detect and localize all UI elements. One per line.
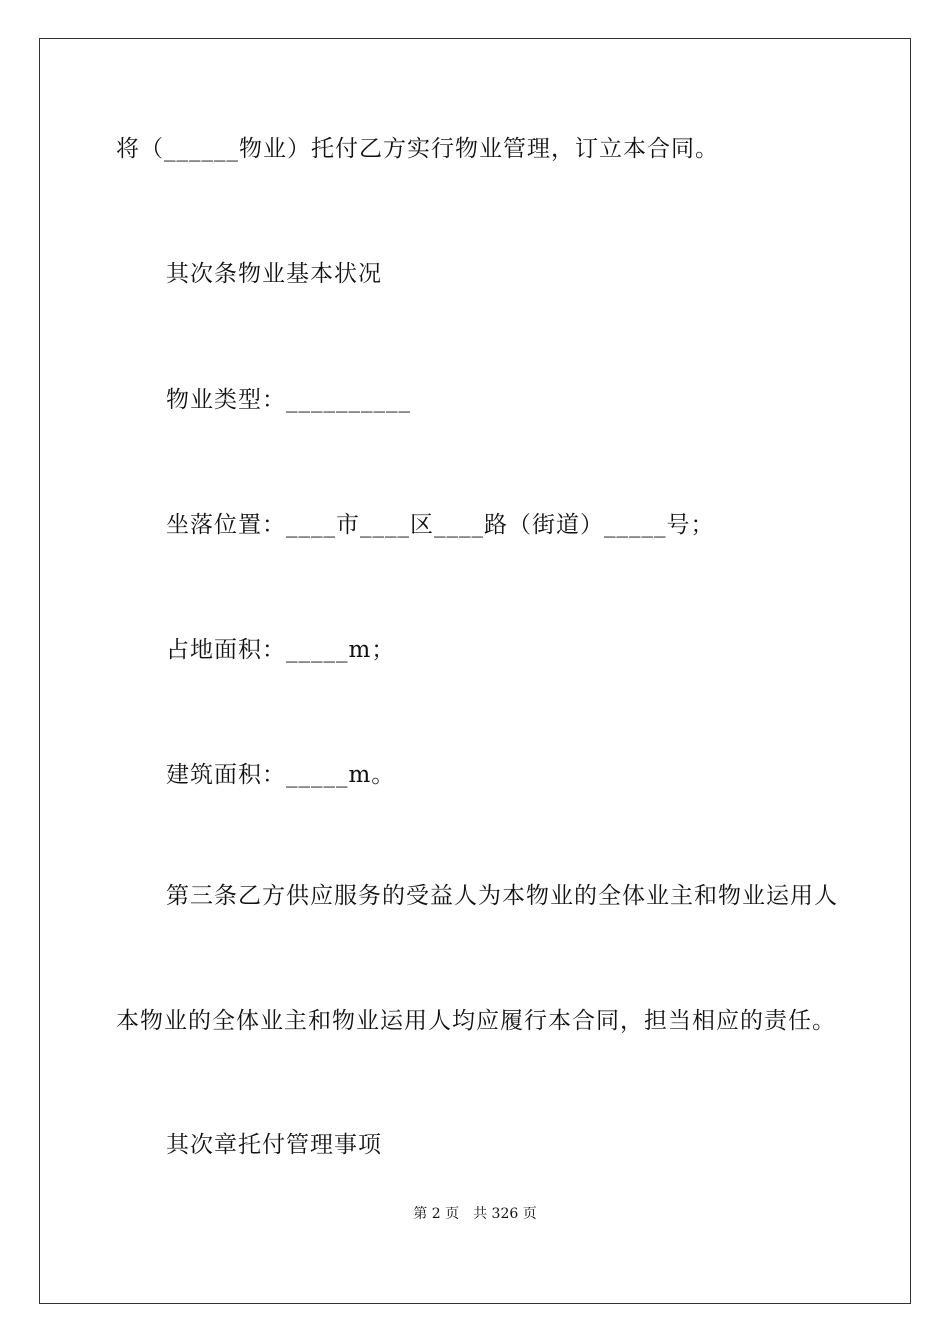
field-location: 坐落位置：____市____区____路（街道）_____号； [166, 512, 715, 538]
page-number-footer: 第 2 页 共 326 页 [413, 1206, 537, 1222]
paragraph-article-3: 第三条乙方供应服务的受益人为本物业的全体业主和物业运用人 [166, 883, 838, 909]
page-frame [39, 38, 911, 1304]
paragraph-line-1: 将（______物业）托付乙方实行物业管理，订立本合同。 [116, 136, 719, 162]
field-land-area: 占地面积：_____m； [166, 637, 396, 663]
section-heading-chapter-2: 其次章托付管理事项 [166, 1132, 382, 1158]
field-property-type: 物业类型：__________ [166, 387, 411, 413]
paragraph-obligations: 本物业的全体业主和物业运用人均应履行本合同，担当相应的责任。 [116, 1008, 836, 1034]
section-heading-article-2: 其次条物业基本状况 [166, 261, 382, 287]
field-building-area: 建筑面积：_____m。 [166, 762, 396, 788]
